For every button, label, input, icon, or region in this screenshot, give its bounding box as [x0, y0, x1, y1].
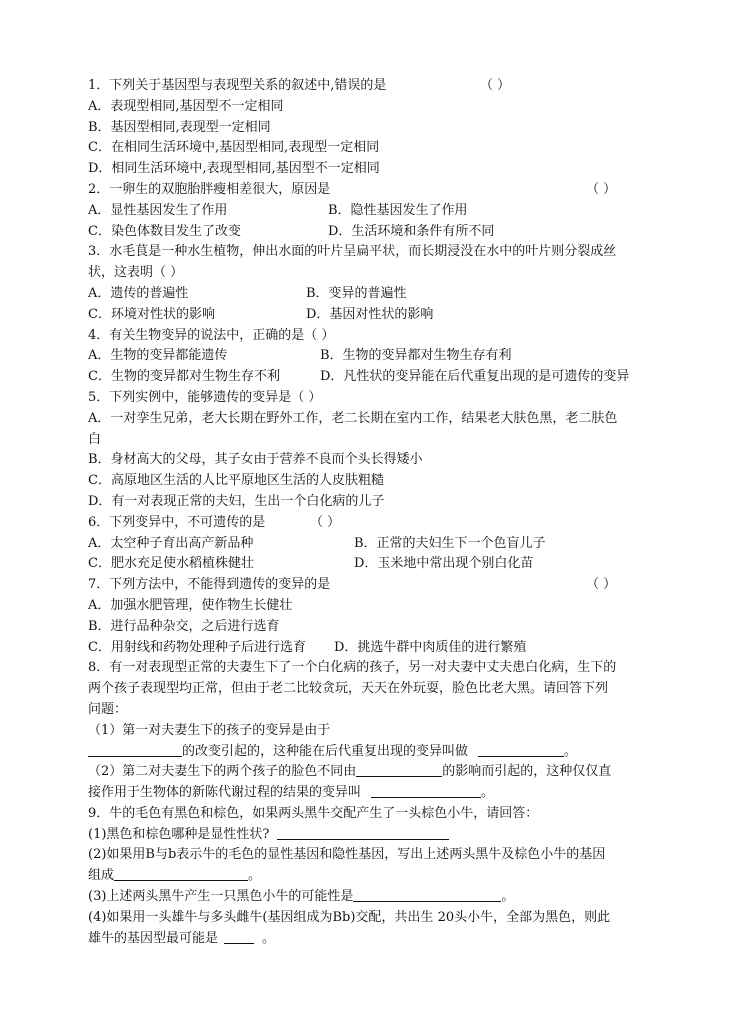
answer-blank[interactable] [114, 866, 248, 881]
option-cont: 白 [88, 431, 102, 447]
option: C．在相同生活环境中,基因型相同,表现型一定相同 [88, 140, 380, 156]
answer-blank[interactable] [224, 929, 254, 944]
answer-blank[interactable] [277, 825, 449, 840]
option: B．正常的夫妇生下一个色盲儿子 [354, 535, 546, 551]
answer-blank[interactable] [88, 742, 182, 757]
question-5-stem: 5．下列实例中，能够遗传的变异是（ ） [88, 389, 322, 405]
question-9-stem: 9．牛的毛色有黑色和棕色，如果两头黑牛交配产生了一头棕色小牛，请回答： [88, 805, 539, 821]
q8-text: 的改变引起的，这种能在后代重复出现的变异叫做 [182, 743, 469, 759]
option: D．挑选牛群中肉质佳的进行繁殖 [334, 639, 527, 655]
option: A．表现型相同,基因型不一定相同 [88, 98, 284, 114]
option-row [88, 305, 658, 326]
option: A．生物的变异都能遗传 [88, 348, 228, 364]
answer-blank[interactable] [371, 783, 481, 798]
option: B．进行品种杂交，之后进行选育 [88, 618, 280, 634]
option: C．高原地区生活的人比平原地区生活的人皮肤粗糙 [88, 473, 384, 489]
q8-text: （2）第二对夫妻生下的两个孩子的脸色不同由 [88, 764, 357, 780]
answer-bracket: （ ） [586, 181, 617, 197]
question-1-stem [88, 76, 658, 97]
question-stem-text: 6．下列变异中，不可遗传的是 [88, 514, 266, 530]
question-3-stem: 3．水毛茛是一种水生植物，伸出水面的叶片呈扁平状，而长期浸没在水中的叶片则分裂成丝 [88, 244, 617, 260]
q8-text: 接作用于生物体的新陈代谢过程的结果的变异叫 [88, 785, 362, 801]
option: D．有一对表现正常的夫妇，生出一个白化病的儿子 [88, 493, 385, 509]
option: A．太空种子育出高产新品种 [88, 535, 254, 551]
question-stem-text: 7．下列方法中，不能得到遗传的变异的是 [88, 577, 331, 593]
option-row [88, 534, 658, 555]
option: D．凡性状的变异能在后代重复出现的是可遗传的变异 [320, 369, 630, 385]
q9-text: (3)上述两头黑牛产生一只黑色小牛的可能性是 [88, 889, 354, 905]
q9-text: 。 [501, 889, 515, 905]
option: B．变异的普遍性 [306, 285, 407, 301]
option: A．遗传的普遍性 [88, 285, 189, 301]
answer-bracket: （ ） [310, 514, 341, 530]
q9-part-2: (2)如果用B与b表示牛的毛色的显性基因和隐性基因，写出上述两头黑牛及棕色小牛的基因 [88, 847, 606, 863]
answer-bracket: （ ） [480, 78, 511, 93]
question-6-stem [88, 513, 658, 534]
option: D．相同生活环境中,表现型相同,基因型不一定相同 [88, 161, 380, 177]
option: B．隐性基因发生了作用 [328, 202, 468, 218]
option-row [88, 346, 658, 367]
question-8-stem: 8．有一对表现型正常的夫妻生下了一个白化病的孩子，另一对夫妻中丈夫患白化病，生下的 [88, 660, 617, 676]
option: D．玉米地中常出现个别白化苗 [354, 556, 534, 572]
q8-part-1-cont [88, 742, 658, 763]
option: C．用射线和药物处理种子后进行选育 [88, 639, 306, 655]
worksheet [88, 76, 658, 949]
option-row [88, 554, 658, 575]
q8-part-2 [88, 762, 658, 783]
q8-part-1: （1）第一对夫妻生下的孩子的变异是由于 [88, 722, 331, 738]
option: C．环境对性状的影响 [88, 306, 215, 322]
option-row [88, 201, 658, 222]
answer-blank[interactable] [353, 887, 501, 902]
option: D．基因对性状的影响 [306, 306, 434, 322]
question-7-stem [88, 575, 658, 596]
option: B．身材高大的父母，其子女由于营养不良而个头长得矮小 [88, 452, 423, 468]
q8-text: 。 [564, 743, 578, 759]
option: A．显性基因发生了作用 [88, 202, 228, 218]
option-row [88, 222, 658, 243]
option: B．生物的变异都对生物生存有利 [320, 348, 512, 364]
q9-part-4-cont [88, 929, 658, 950]
option: C．染色体数目发生了改变 [88, 223, 241, 239]
question-2-stem [88, 180, 658, 201]
question-4-stem: 4．有关生物变异的说法中，正确的是（ ） [88, 327, 335, 343]
question-stem-text: 2．一卵生的双胞胎胖瘦相差很大，原因是 [88, 181, 331, 197]
q8-part-2-cont [88, 783, 658, 804]
q9-text: 。 [262, 930, 276, 946]
option-row [88, 367, 658, 388]
question-8-stem-cont: 问题： [88, 701, 128, 717]
question-8-stem-cont: 两个孩子表现型均正常，但由于老二比较贪玩，天天在外玩耍，脸色比老大黑。请回答下列 [88, 681, 609, 697]
option: D．生活环境和条件有所不同 [328, 223, 495, 239]
q9-part-1 [88, 825, 658, 846]
question-3-stem-cont: 状，这表明（ ） [88, 265, 184, 281]
q8-text: 的影响而引起的，这种仅仅直 [442, 764, 612, 780]
option: A．加强水肥管理，使作物生长健壮 [88, 597, 293, 613]
q9-part-3 [88, 887, 658, 908]
q9-text: 雄牛的基因型最可能是 [88, 930, 219, 946]
q9-text: (1)黑色和棕色哪种是显性性状? [88, 826, 270, 842]
q9-part-4: (4)如果用一头雄牛与多头雌牛(基因组成为Bb)交配，共出生 20头小牛，全部为黑色，则此 [88, 909, 611, 925]
option: C．肥水充足使水稻植株健壮 [88, 556, 254, 572]
answer-blank[interactable] [478, 742, 564, 757]
option: A．一对孪生兄弟，老大长期在野外工作，老二长期在室内工作，结果老大肤色黑，老二肤色 [88, 410, 618, 426]
option-row [88, 638, 658, 659]
q8-text: 。 [481, 785, 495, 801]
option: C．生物的变异都对生物生存不利 [88, 369, 280, 385]
option-row [88, 284, 658, 305]
q9-text: 组成 [88, 868, 115, 884]
question-stem-text: 1．下列关于基因型与表现型关系的叙述中,错误的是 [88, 78, 387, 93]
option: B．基因型相同,表现型一定相同 [88, 119, 271, 135]
q9-part-2-cont [88, 866, 658, 887]
answer-bracket: （ ） [586, 577, 617, 593]
answer-blank[interactable] [356, 762, 442, 777]
q9-text: 。 [248, 868, 262, 884]
